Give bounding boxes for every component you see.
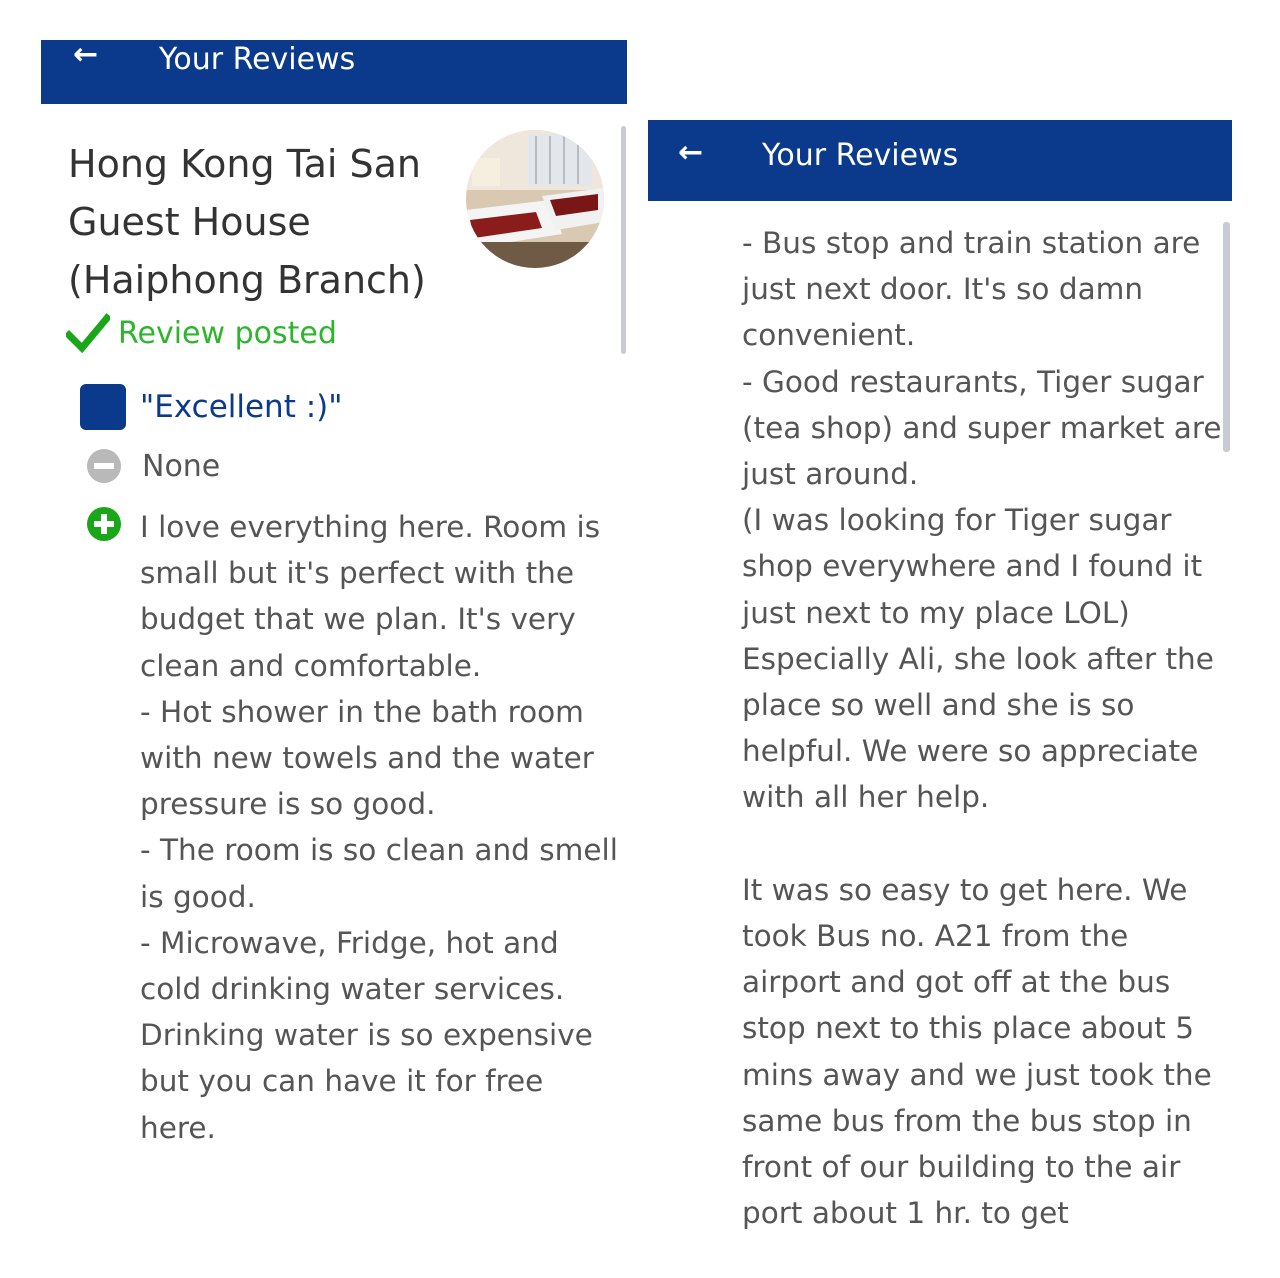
checkmark-icon [66, 313, 110, 353]
negative-row [86, 448, 220, 484]
status-label: Review posted [118, 315, 337, 351]
minus-circle-icon [86, 448, 122, 484]
app-bar [41, 37, 627, 104]
negative-text: None [142, 448, 221, 484]
positive-row [86, 506, 122, 546]
positive-text-continued: - Bus stop and train station are just next door. It's so damn convenient. - Good restaurants, Tiger sugar (tea shop) and super market are just around. (I was looking for Tiger sugar shop everywhere and I found it just next to my place LOL) Especially Ali, she look after the place so well and she is so helpful. We were so appreciate with all her help. It was so easy to get here. We took Bus no. A21 from the airport and got off at the bus stop next to this place about 5 mins away and we just took the same bus from the bus stop in front of our building to the air port about 1 hr. to get [742, 226, 1222, 1231]
plus-circle-icon [86, 506, 122, 542]
hotel-photo [466, 130, 604, 268]
review-title: "Excellent :)" [140, 389, 343, 425]
scrollbar[interactable] [621, 126, 626, 354]
property-name: Hong Kong Tai San Guest House (Haiphong Branch) [68, 142, 426, 302]
page-title: Your Reviews [762, 138, 959, 173]
review-score-badge [80, 384, 126, 430]
back-arrow-icon[interactable]: ← [678, 135, 704, 170]
review-status [66, 313, 337, 353]
back-arrow-icon[interactable]: ← [73, 37, 99, 72]
page-title: Your Reviews [159, 42, 356, 77]
review-title-row [80, 384, 343, 430]
app-bar [648, 120, 1232, 201]
positive-text: I love everything here. Room is small but it's perfect with the budget that we plan. It's very clean and comfortable. - Hot shower in the bath room with new towels and the water pressure is so good. - The room is so clean and smell is good. - Microwave, Fridge, hot and cold drinking water services. Drinking water is so expensive but you can have it for free here. [140, 510, 618, 1145]
